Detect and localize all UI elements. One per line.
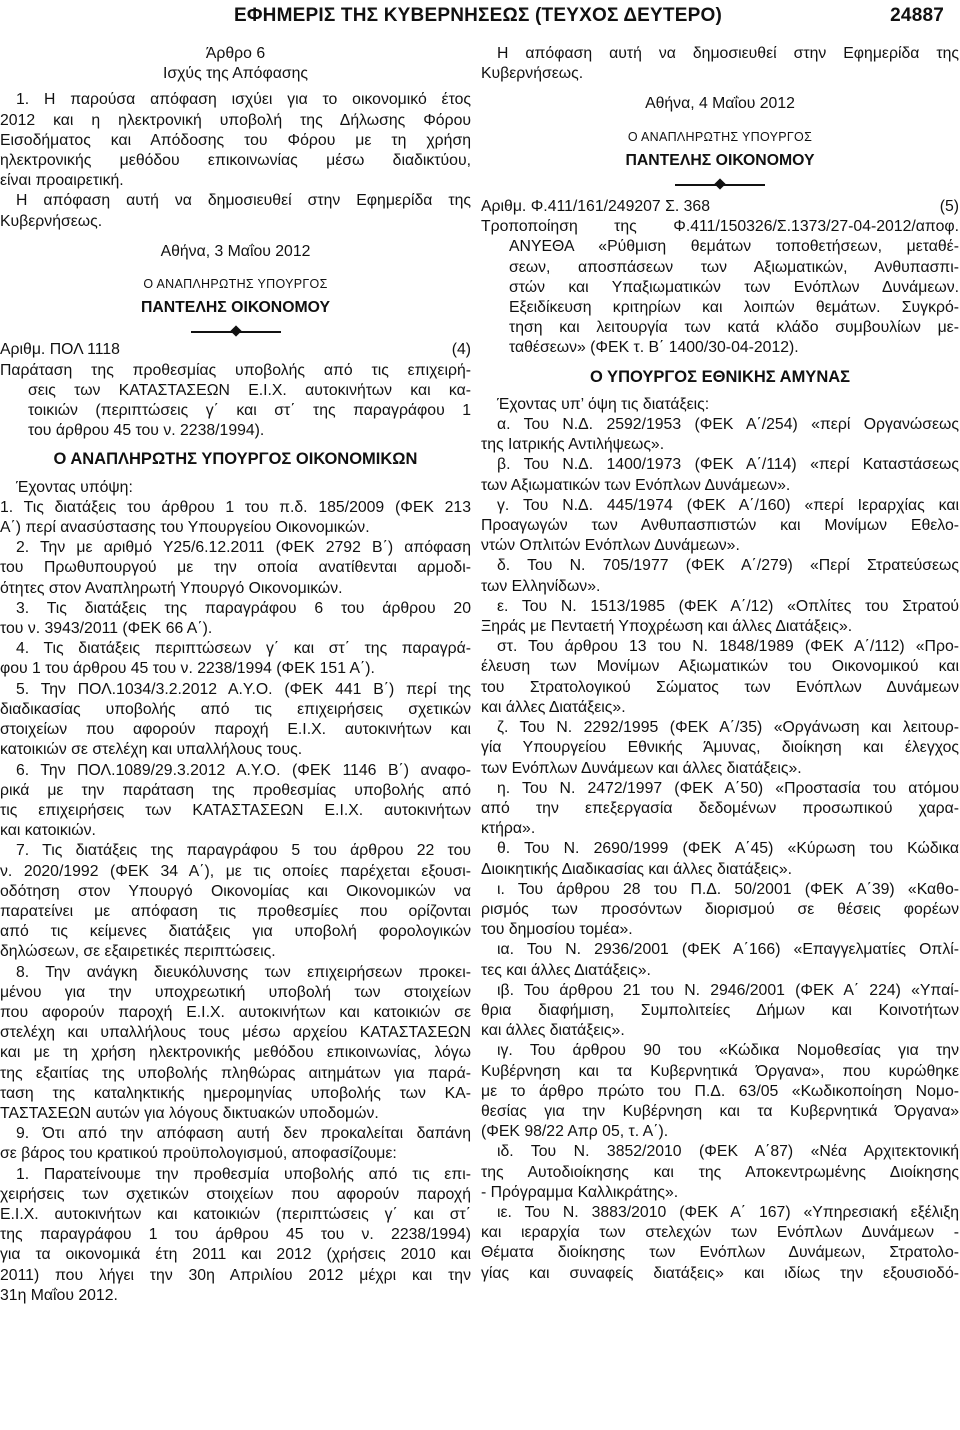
- decision-subject: [0, 361, 471, 442]
- article-paragraph: [0, 90, 471, 191]
- text-line: ταση της καταληκτικής ημερομηνίας υποβολής των ΚΑ-: [0, 1084, 471, 1102]
- text-line: Ξηράς με Πενταετή Υποχρέωση και άλλες Διατάξεις».: [481, 618, 853, 636]
- page-number: 24887: [890, 5, 944, 26]
- publication-order: [481, 44, 959, 84]
- text-line: ρικά με την παράταση της προθεσμίας υποβολής από: [0, 781, 471, 799]
- text-line: Θέματα διοίκησης των Ενόπλων Δυνάμεων, Στρατολο-: [481, 1244, 959, 1262]
- text-line: γ. Του Ν.Δ. 445/1974 (ΦΕΚ Α΄/160) «περί Ιεραρχίας και: [497, 496, 959, 514]
- text-line: από τις κείμενες διατάξεις για υποβολή φορολογικών: [0, 923, 471, 941]
- text-line: σε βάρος του κρατικού προϋπολογισμού, αποφασίζουμε:: [0, 1145, 397, 1163]
- text-line: και ιεραρχία των στελεχών των Ενόπλων Δυνάμεων -: [481, 1224, 959, 1242]
- text-line: έλευση των Μονίμων Αξιωματικών του Οικονομικού και: [481, 658, 959, 676]
- text-line: της Ιατρικής Αντιλήψεως».: [481, 436, 665, 454]
- signatory-role: Ο ΑΝΑΠΛΗΡΩΤΗΣ ΥΠΟΥΡΓΟΣ: [627, 129, 813, 144]
- signatory-role: Ο ΑΝΑΠΛΗΡΩΤΗΣ ΥΠΟΥΡΓΟΣ: [143, 277, 328, 292]
- text-line: 1. Τις διατάξεις του άρθρου 1 του π.δ. 185/2009 (ΦΕΚ 213: [0, 498, 471, 516]
- text-line: 1. Παρατείνουμε την προθεσμία υποβολής από τις επι-: [16, 1165, 471, 1183]
- text-line: η. Του Ν. 2472/1997 (ΦΕΚ Α΄50) «Προστασία του ατόμου: [497, 779, 959, 797]
- text-line: δηλώσεων, σε εξαιρετικές περιπτώσεις.: [0, 943, 276, 961]
- text-line: σεων, αποσπάσεων των Αξιωματικών, Ανθυπασπι-: [509, 258, 959, 276]
- signatory-name: ΠΑΝΤΕΛΗΣ ΟΙΚΟΝΟΜΟΥ: [625, 151, 815, 169]
- text-line: της Αυτοδιοίκησης και της Αποκεντρωμένης Διοίκησης: [481, 1163, 959, 1181]
- issuing-authority: Ο ΥΠΟΥΡΓΟΣ ΕΘΝΙΚΗΣ ΑΜΥΝΑΣ: [589, 367, 851, 386]
- text-line: στών και Υπαξιωματικών των Ενόπλων Δυνάμεων.: [509, 278, 959, 296]
- text-line: τες και άλλες Διατάξεις».: [481, 961, 651, 979]
- text-line: των Ελληνίδων».: [481, 577, 601, 595]
- text-line: ιγ. Του άρθρου 90 του «Κώδικα Νομοθεσίας για την: [497, 1042, 959, 1060]
- text-line: ν. 2020/1992 (ΦΕΚ 34 Α΄), με τις οποίες παρέχεται εξουσι-: [0, 862, 471, 880]
- text-line: δ. Του Ν. 705/1977 (ΦΕΚ Α΄/279) «Περί Στρατεύσεως: [497, 557, 959, 575]
- text-line: Η απόφαση αυτή να δημοσιευθεί στην Εφημερίδα της: [16, 192, 471, 210]
- decision-body: [0, 498, 471, 1306]
- text-line: 4. Τις διατάξεις περιπτώσεων γ΄ και στ΄ της παραγρά-: [16, 640, 471, 658]
- text-line: και με τη χρήση ηλεκτρονικής μεθόδου επικοινωνίας, λόγω: [0, 1044, 471, 1062]
- text-line: του Στρατολογικού Σώματος των Ενόπλων Δυνάμεων: [481, 678, 959, 696]
- text-line: και άλλες διατάξεις».: [481, 1022, 625, 1040]
- text-line: 5. Την ΠΟΛ.1034/3.2.2012 Α.Υ.Ο. (ΦΕΚ 441 Β΄) περί της: [16, 680, 471, 698]
- text-line: ι. Του άρθρου 28 του Π.Δ. 50/2001 (ΦΕΚ Α΄39) «Καθο-: [497, 880, 959, 898]
- text-line: στ. Του άρθρου 13 του Ν. 1848/1989 (ΦΕΚ Α΄/112) «Προ-: [497, 638, 959, 656]
- text-line: ιδ. Του Ν. 3852/2010 (ΦΕΚ Α΄87) «Νέα Αρχιτεκτονική: [497, 1143, 959, 1161]
- text-line: στελέχη και υπαλλήλους τους μέσω αρχείου ΚΑΤΑΣΤΑΣΕΩΝ: [0, 1024, 471, 1042]
- text-line: 9. Ότι από την απόφαση αυτή δεν προκαλείται δαπάνη: [16, 1125, 471, 1143]
- article-subtitle: Ισχύς της Απόφασης: [163, 65, 308, 83]
- text-line: 6. Την ΠΟΛ.1089/29.3.2012 Α.Υ.Ο. (ΦΕΚ 1146 Β΄) αναφο-: [16, 761, 471, 779]
- text-line: παρατείνει με απόφαση τις προθεσμίες που ορίζονται: [0, 902, 471, 920]
- text-line: των Αξιωματικών των Ενόπλων Δυνάμεων».: [481, 476, 791, 494]
- text-line: κατοικιών σε στελέχη και υπαλλήλους τους.: [0, 741, 303, 759]
- reference-index: (5): [939, 198, 959, 216]
- text-line: και άλλες Διατάξεις».: [481, 698, 626, 716]
- text-line: κτήρα».: [481, 820, 536, 838]
- section-divider: [481, 177, 959, 193]
- decision-body: [481, 415, 959, 1284]
- publication-order: [0, 191, 471, 231]
- text-line: της εξαιτίας της υποβολής πληθώρας αιτημάτων για παρά-: [0, 1064, 471, 1082]
- text-line: ρισμός των προσόντων διορισμού σε θέσεις φορέων: [481, 900, 959, 918]
- text-line: Κυβέρνηση και τα Κυβερνητικά Όργανα», που κυρώθηκε: [481, 1062, 959, 1080]
- text-line: θεσίας για την Κυβέρνηση και τα Κυβερνητικά Όργανα»: [481, 1102, 959, 1120]
- signatory-name: ΠΑΝΤΕΛΗΣ ΟΙΚΟΝΟΜΟΥ: [140, 299, 331, 317]
- text-line: ότητες στον Αναπληρωτή Υπουργό Οικονομικών.: [0, 579, 343, 597]
- text-line: ΑΝΥΕΘΑ «Ρύθμιση θεμάτων τοποθετήσεων, μεταθέ-: [509, 238, 959, 256]
- text-line: ια. Του Ν. 2936/2001 (ΦΕΚ Α΄166) «Επαγγελματίες Οπλί-: [497, 941, 959, 959]
- text-line: από την επεξεργασία δεδομένων προσωπικού χαρα-: [481, 799, 959, 817]
- text-line: γίας και συναφείς διατάξεις» και ιδίως την εξουσιοδό-: [481, 1264, 959, 1282]
- text-line: 3. Τις διατάξεις της παραγράφου 6 του άρθρου 20: [16, 599, 471, 617]
- decision-reference: [481, 197, 959, 217]
- text-line: ζ. Του Ν. 2292/1995 (ΦΕΚ Α΄/35) «Οργάνωση και λειτουρ-: [497, 719, 959, 737]
- text-line: 2. Την με αριθμό Υ25/6.12.2011 (ΦΕΚ 2792 Β΄) απόφαση: [16, 539, 471, 557]
- having-regard: Έχοντας υπόψη:: [16, 478, 133, 496]
- text-line: ηλεκτρονικής μεθόδου επικοινωνίας μέσω διαδικτύου,: [0, 152, 471, 170]
- text-line: ιε. Του Ν. 3883/2010 (ΦΕΚ Α΄ 167) «Υπηρεσιακή εξέλιξη: [497, 1203, 959, 1221]
- text-line: χειρήσεις των σχετικών στοιχείων που αφορούν παροχή: [0, 1185, 471, 1203]
- text-line: 2011) που λήγει την 30η Απριλίου 2012 μέχρι και την: [0, 1266, 471, 1284]
- text-line: του ν. 3943/2011 (ΦΕΚ 66 Α΄).: [0, 620, 213, 638]
- text-line: θρια διαφήμιση, Συμπολιτείες Δήμων και Κοινοτήτων: [481, 1001, 959, 1019]
- text-line: (ΦΕΚ 98/22 Απρ 05, τ. Α΄).: [481, 1123, 669, 1141]
- text-line: - Πρόγραμμα Καλλικράτης».: [481, 1183, 679, 1201]
- text-line: 8. Την ανάγκη διευκόλυνσης των επιχειρήσεων προκει-: [16, 963, 471, 981]
- signing-date: Αθήνα, 4 Μαΐου 2012: [645, 95, 795, 113]
- text-line: 7. Τις διατάξεις της παραγράφου 5 του άρθρου 22 του: [16, 842, 471, 860]
- text-line: γία Υπουργείου Εθνικής Άμυνας, διοίκηση και έλεγχος: [481, 739, 959, 757]
- article-title: Άρθρο 6: [205, 45, 266, 62]
- text-line: β. Του Ν.Δ. 1400/1973 (ΦΕΚ Α΄/114) «περί Καταστάσεως: [497, 456, 959, 474]
- text-line: μένου για την υποχρεωτική υποβολή των στοιχείων: [0, 983, 471, 1001]
- text-line: θ. Του Ν. 2690/1999 (ΦΕΚ Α΄45) «Κύρωση του Κώδικα: [497, 840, 959, 858]
- decision-subject: [481, 217, 959, 358]
- text-line: τις επιχειρήσεις των ΚΑΤΑΣΤΑΣΕΩΝ Ε.Ι.Χ. αυτοκινήτων: [0, 801, 471, 819]
- text-line: είναι προαιρετική.: [0, 172, 124, 190]
- text-line: Κυβερνήσεως.: [481, 65, 584, 83]
- text-line: Εισοδήματος και Απόδοσης του Φόρου με τη χρήση: [0, 131, 471, 149]
- text-line: οδότηση στον Υπουργό Οικονομίας και Οικονομικών να: [0, 882, 471, 900]
- text-line: Εξειδίκευση κριτηρίων και λοιπών θεμάτων. Συγκρό-: [509, 299, 959, 317]
- text-line: ταθέσεων» (ΦΕΚ τ. Β΄ 1400/30-04-2012).: [509, 339, 799, 357]
- text-line: 1. Η παρούσα απόφαση ισχύει για το οικονομικό έτος: [16, 91, 471, 109]
- reference-number: Αριθμ. Φ.411/161/249207 Σ. 368: [481, 198, 711, 216]
- text-line: Διοικητικής Διαδικασίας και άλλες διατάξεις».: [481, 860, 793, 878]
- text-line: Τροποποίηση της Φ.411/150326/Σ.1373/27-04-2012/αποφ.: [481, 218, 959, 236]
- text-line: που αφορούν παροχή Ε.Ι.Χ. αυτοκινήτων και κατοικιών σε: [0, 1003, 471, 1021]
- text-line: διαδικασίας υποβολής από τις επιχειρήσεις σχετικών: [0, 700, 471, 718]
- text-line: της παραγράφου 1 του άρθρου 45 του ν. 2238/1994): [0, 1226, 471, 1244]
- text-line: ιβ. Του άρθρου 21 του Ν. 2946/2001 (ΦΕΚ Α΄ 224) «Υπαί-: [497, 981, 959, 999]
- text-line: ΤΑΣΤΑΣΕΩΝ αυτών για λόγους δικτυακών υποδομών.: [0, 1104, 379, 1122]
- text-line: Ε.Ι.Χ. αυτοκινήτων και κατοικιών (περιπτώσεις γ΄ και στ΄: [0, 1205, 471, 1223]
- section-divider: [0, 324, 471, 340]
- text-line: 31η Μαΐου 2012.: [0, 1286, 118, 1304]
- reference-index: (4): [451, 341, 471, 359]
- text-line: σεις των ΚΑΤΑΣΤΑΣΕΩΝ Ε.Ι.Χ. αυτοκινήτων και κα-: [28, 381, 471, 399]
- text-line: του Πρωθυπουργού με την οποία ανατίθενται αρμοδι-: [0, 559, 471, 577]
- text-line: Α΄) περί ανασύστασης του Υπουργείου Οικονομικών.: [0, 519, 370, 537]
- decision-reference: [0, 340, 471, 360]
- text-line: στοιχείων που αφορούν παροχή Ε.Ι.Χ. αυτοκινήτων και: [0, 721, 471, 739]
- text-line: ντών Οπλιτών Ενόπλων Δυνάμεων».: [481, 537, 740, 555]
- text-line: του άρθρου 45 του ν. 2238/1994).: [28, 422, 265, 440]
- text-line: των Ενόπλων Δυνάμεων και άλλες διατάξεις».: [481, 759, 802, 777]
- text-line: για τα οικονομικά έτη 2011 και 2012 (χρήσεις 2010 και: [0, 1246, 471, 1264]
- right-column: [481, 44, 959, 1284]
- page-header: [0, 0, 960, 32]
- text-line: Η απόφαση αυτή να δημοσιευθεί στην Εφημερίδα της: [497, 45, 959, 62]
- gazette-title: ΕΦΗΜΕΡΙΣ ΤΗΣ ΚΥΒΕΡΝΗΣΕΩΣ (ΤΕΥΧΟΣ ΔΕΥΤΕΡΟ): [234, 5, 722, 26]
- having-regard: Έχοντας υπ’ όψη τις διατάξεις:: [497, 395, 710, 413]
- text-line: 2012 και η ηλεκτρονική υποβολή της Δήλωσης Φόρου: [0, 111, 471, 129]
- text-line: φου 1 του άρθρου 45 του ν. 2238/1994 (ΦΕΚ 151 Α΄).: [0, 660, 375, 678]
- text-line: Κυβερνήσεως.: [0, 212, 103, 230]
- text-line: με το άρθρο πρώτο του Π.Δ. 63/05 «Κωδικοποίηση Νομο-: [481, 1082, 959, 1100]
- text-line: του δημοσίου τομέα».: [481, 921, 633, 939]
- signing-date: Αθήνα, 3 Μαΐου 2012: [160, 242, 311, 260]
- text-line: α. Του Ν.Δ. 2592/1953 (ΦΕΚ Α΄/254) «περί Οργανώσεως: [497, 416, 959, 434]
- text-line: και κατοικιών.: [0, 822, 96, 840]
- reference-number: Αριθμ. ΠΟΛ 1118: [0, 341, 120, 359]
- text-line: ε. Του Ν. 1513/1985 (ΦΕΚ Α΄/12) «Οπλίτες του Στρατού: [497, 597, 959, 615]
- text-line: Παράταση της προθεσμίας υποβολής από τις επιχειρή-: [0, 361, 471, 379]
- issuing-authority: Ο ΑΝΑΠΛΗΡΩΤΗΣ ΥΠΟΥΡΓΟΣ ΟΙΚΟΝΟΜΙΚΩΝ: [53, 450, 418, 469]
- text-line: Προαγωγών των Ανθυπασπιστών και Μονίμων Εθελο-: [481, 517, 959, 535]
- left-column: [0, 44, 471, 1306]
- text-line: τηση και λειτουργία των κατά κλάδο συμβουλίων με-: [509, 319, 959, 337]
- text-line: τοικιών (περιπτώσεις γ΄ και στ΄ της παραγράφου 1: [28, 402, 471, 420]
